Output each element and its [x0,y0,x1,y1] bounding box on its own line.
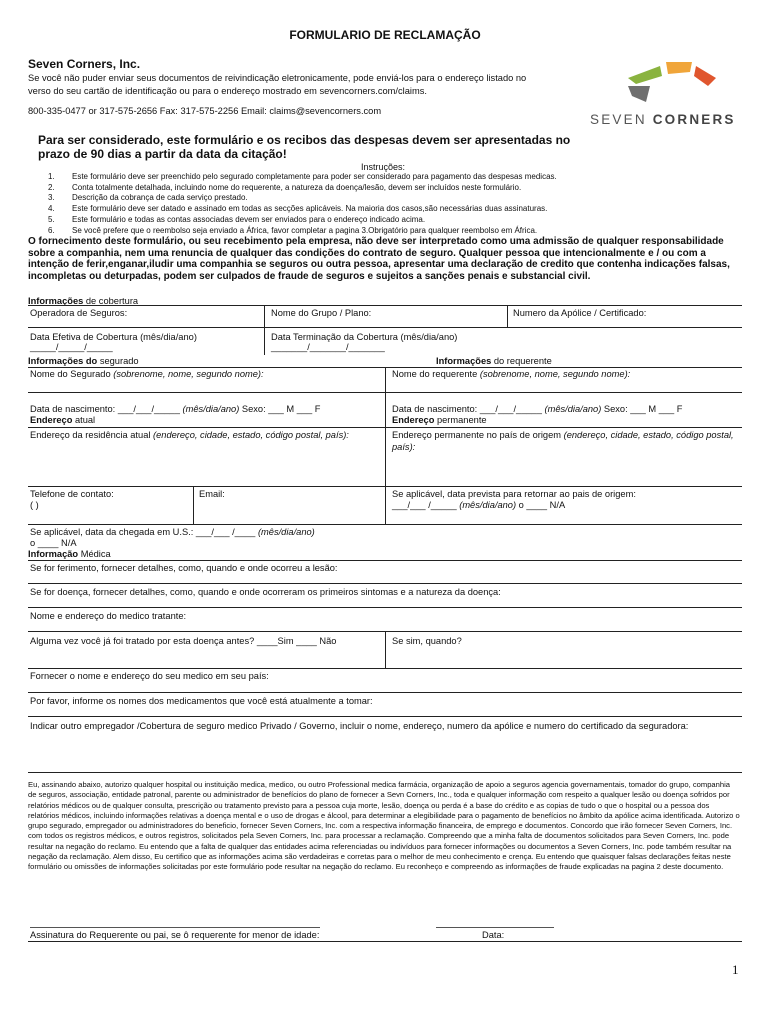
insured-address-field[interactable] [30,430,349,442]
logo-wordmark [590,112,736,127]
insured-dob-label: Data de nascimento: ___/___/_____ [30,404,183,414]
signature-label: Assinatura do Requerente ou pai, se ô requerente for menor de idade: [30,930,320,940]
insured-heading-bold: Informações do [28,356,98,366]
insured-address-label: Endereço da residência atual [30,430,154,440]
page-number: 1 [732,962,739,977]
date-label: Data: [482,930,505,940]
insured-arrival-na[interactable]: o ____ N/A [30,538,77,548]
logo-red-shape [694,66,716,86]
signature-line[interactable] [30,927,320,928]
divider [28,327,742,328]
divider [28,668,742,669]
treated-before-field[interactable]: Alguma vez você já foi tratado por esta doença antes? ____Sim ____ Não [30,636,337,646]
effective-date-label: Data Efetiva de Cobertura (mês/dia/ano) [30,332,197,342]
logo-word-corners: CORNERS [652,112,736,127]
deadline-notice: Para ser considerado, este formulário e os recibos das despesas devem ser apresentadas no prazo de 90 dias a partir da data da citação! [38,133,571,161]
medical-section-heading [28,549,111,561]
divider [507,305,508,327]
insured-section-heading [28,356,139,368]
claimant-address-label: Endereço permanente no país de origem [392,430,564,440]
instruction-item [48,183,668,194]
claimant-return-field[interactable] [392,500,565,512]
contact-info: 800-335-0477 or 317-575-2656 Fax: 317-575-2256 Email: claims@sevencorners.com [28,106,382,116]
divider [28,772,742,773]
claimant-return-label: Se aplicável, data prevista para retornar ao pais de origem: [392,489,636,499]
medical-heading-rest: Médica [78,549,111,559]
divider [264,327,265,355]
logo-gray-shape [628,86,650,102]
injury-details-field[interactable]: Se for ferimento, fornecer detalhes, como, quando e onde ocorreu a lesão: [30,563,338,573]
insured-dob-field[interactable] [30,404,320,416]
divider [28,716,742,717]
logo-orange-shape [666,62,692,74]
fraud-warning: O fornecimento deste formulário, ou seu recebimento pela empresa, não deve ser interpretado como uma admissão de qualquer responsabilidade sobre a companhia, nem uma renuncia de qualquer das condições do contrato de seguro. Qualquer pessoa que intencionalmente e / ou com a intenção de ferir,enganar,iludir uma companhia se seguros ou outra pessoa, apresentar uma declaração de credito que contenha indicações falsas, incompletas ou deturpadas, podem ser culpados de fraude de seguros e sujeitos a sanções penais e substancial civil. [28,236,730,282]
instruction-number: 5. [48,214,55,224]
claimant-dob-label: Data de nascimento: ___/___/_____ [392,404,545,414]
divider [28,607,742,608]
instruction-text: Descrição da cobrança de cada serviço prestado. [72,193,248,203]
medical-heading-bold: Informação [28,549,79,559]
illness-details-field[interactable]: Se for doença, fornecer detalhes, como, quando e onde ocorreram os primeiros sintomas e a natureza da doença: [30,587,501,597]
form-title: FORMULARIO DE RECLAMAÇÃO [289,28,481,42]
insured-phone-field[interactable]: ( ) [30,500,39,510]
logo-green-shape [628,66,662,84]
instruction-item [48,193,668,204]
other-coverage-field[interactable]: Indicar outro empregador /Cobertura de seguro medico Privado / Governo, incluir o nome, endereço, numero da apólice e numero do certificado da seguradora: [30,721,689,731]
termination-date-label: Data Terminação da Cobertura (mês/dia/ano) [271,332,458,342]
insured-phone-label: Telefone de contato: [30,489,114,499]
instruction-item [48,226,668,237]
divider [28,524,742,525]
claimant-address-heading [392,415,487,427]
instruction-item [48,172,668,183]
instruction-number: 1. [48,172,55,181]
insured-address-hint: (endereço, cidade, estado, código postal, país): [153,430,349,440]
divider [28,486,742,487]
insured-name-hint: (sobrenome, nome, segundo nome): [113,369,264,379]
treating-doctor-field[interactable]: Nome e endereço do medico tratante: [30,611,187,621]
company-name: Seven Corners, Inc. [28,57,141,71]
intro-text: Se você não puder enviar seus documentos de reivindicação eletronicamente, pode enviá-los para o endereço listado no verso do seu cartão de identificação ou para o endereço mostrado em sevencorners.com/claims. [28,73,527,96]
insured-dob-hint: (mês/dia/ano) [182,404,240,414]
coverage-heading-rest: de cobertura [83,296,139,306]
claimant-address-heading-rest: permanente [434,415,487,425]
insured-arrival-field[interactable] [30,527,315,539]
insured-heading-rest: segurado [97,356,139,366]
divider [28,560,742,561]
effective-date-field[interactable]: _____/_____/_____ [30,342,113,352]
if-yes-when-field[interactable]: Se sim, quando? [392,636,462,646]
policy-number-field[interactable]: Numero da Apólice / Certificado: [513,308,647,318]
instruction-number: 2. [48,182,55,192]
divider [28,583,742,584]
divider [193,486,194,524]
home-doctor-field[interactable]: Fornecer o nome e endereço do seu medico em seu país: [30,671,269,681]
claimant-dob-field[interactable] [392,404,682,416]
claimant-name-field[interactable] [392,369,630,381]
date-line[interactable] [436,927,554,928]
insured-address-heading-bold: Endereço [30,415,73,425]
instructions-list [48,172,668,236]
claimant-return-blank: ___/___ /_____ [392,500,460,510]
claimant-return-na: o ____ N/A [516,500,566,510]
claimant-sex-field: Sexo: ___ M ___ F [601,404,683,414]
insured-sex-field: Sexo: ___ M ___ F [239,404,321,414]
insured-address-heading-rest: atual [72,415,96,425]
instruction-text: Se você prefere que o reembolso seja enviado a África, favor completar a pagina 3.Obrigatório para qualquer reembolso em África. [72,225,538,235]
instruction-text: Este formulário e todas as contas associadas devem ser enviados para o endereço indicado acima. [72,214,426,224]
instruction-number: 6. [48,225,55,235]
instruction-number: 4. [48,204,55,214]
logo-word-seven: SEVEN [590,112,647,127]
divider [385,631,386,668]
insured-email-field[interactable]: Email: [199,489,225,499]
claimant-address-hint: (endereço, cidade, estado, código postal, país): [392,430,734,452]
divider [28,427,742,428]
group-plan-field[interactable]: Nome do Grupo / Plano: [271,308,372,318]
divider [28,692,742,693]
insured-arrival-hint: (mês/dia/ano) [257,527,315,537]
claimant-address-heading-bold: Endereço [392,415,435,425]
claimant-heading-bold: Informações [436,356,492,366]
claimant-heading-rest: do requerente [491,356,552,366]
divider [28,305,742,306]
instructions-heading: Instruções: [361,162,406,172]
claimant-section-heading [436,356,552,368]
insured-address-heading [30,415,95,427]
claimant-return-hint: (mês/dia/ano) [459,500,517,510]
authorization-statement: Eu, assinando abaixo, autorizo qualquer hospital ou instituição medica, medico, ou outro Professional medica farmácia, organização de apoio a seguros agencia governamentais, tomador do grupo, companhia de seguros, associação, entidade patronal, parente ou administrador de benefícios do plano de fornecer a Sevn Corners, Inc., toda e qualquer informação com respeito a qualquer lesão ou doença sofridos por relatórios médicos ou de qualquer consulta, prescrição ou tratamento previsto para a pessoa cuja morte, lesão, doença ou perda é a base do crédito e as copias de tudo o que o hospital ou a pessoa dos relatórios médicos, incluindo informações relativas a doença mental e o uso de drogas e álcool, para determinar a elegibilidade para o pagamento de benefícios no âmbito da apólice acima identificada. Autorizo o grupo segurado, empregador ou administradores do beneficio, fornecer Seven Corners, Inc. com a respectiva informação financeira, de emprego e documentos. Concordo que irão fornecer Seven Corners, Inc. com todos os registros médicos, e outros registros, solicitados pela Seven Corners, Inc. para processar a reclamação. Compreendo que a minha falta de documentos solicitados para Seven Corners, Inc. pode resultar na negação do reclamo. Eu entendo que a falta de qualquer das entidades acima referenciadas ou indivíduos para fornecer informações ou documentos a Seven Corners, Inc. pode também resultar na negação da reclamação. Alem disso, Eu certifico que as informações acima são verdadeiras e corretas para o melhor de meu conhecimento e crença. Eu entendo que quaisquer falsas declarações feitas neste formulário ou omissões de informações solicitadas por este formulário pode resultar na negação do reclamo. Eu reconheço e compreendo as informações de fraude explicadas na pagina 2 deste documento. [28,780,740,871]
divider [385,367,386,524]
claimant-address-field[interactable] [392,430,737,453]
claimant-name-label: Nome do requerente [392,369,480,379]
insurer-field[interactable]: Operadora de Seguros: [30,308,128,318]
insured-arrival-label: Se aplicável, data da chegada em U.S.: ___/___ /____ [30,527,258,537]
claimant-dob-hint: (mês/dia/ano) [544,404,602,414]
instruction-text: Conta totalmente detalhada, incluindo nome do requerente, a natureza da doença/lesão, devem ser incluídos neste formulário. [72,182,522,192]
instruction-text: Este formulário deve ser preenchido pelo segurado completamente para poder ser considerado para pagamento das despesas medicas. [72,172,557,181]
instruction-number: 3. [48,193,55,203]
insured-name-label: Nome do Segurado [30,369,114,379]
instruction-item [48,215,668,226]
divider [264,305,265,327]
instruction-item [48,204,668,215]
termination-date-field[interactable]: _______/_______/_______ [271,342,385,352]
coverage-heading-bold: Informações [28,296,84,306]
claimant-name-hint: (sobrenome, nome, segundo nome): [479,369,631,379]
insured-name-field[interactable] [30,369,264,381]
divider [28,392,742,393]
medications-field[interactable]: Por favor, informe os nomes dos medicamentos que você está atualmente a tomar: [30,696,373,706]
instruction-text: Este formulário deve ser datado e assinado em todas as secções aplicáveis. Na maioria dos casos,são necessárias duas assinaturas. [72,204,548,214]
